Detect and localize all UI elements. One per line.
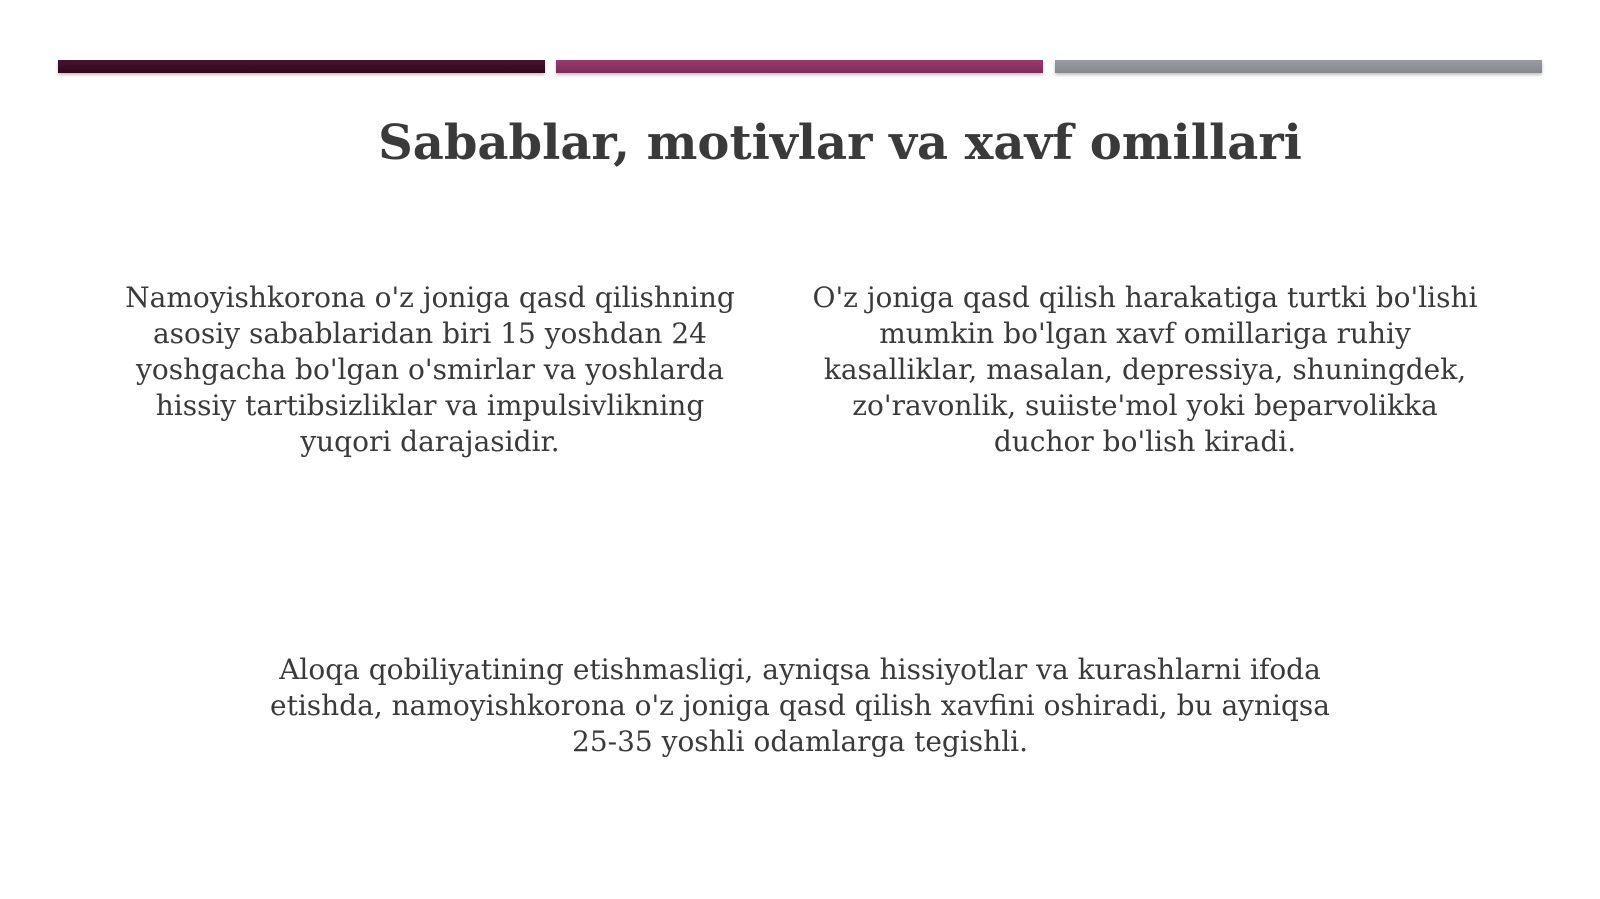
title-container (200, 108, 1480, 178)
decorative-header-bars (58, 60, 1542, 74)
paragraph-left: Namoyishkorona o'z joniga qasd qilishning asosiy sabablaridan biri 15 yoshdan 24 yoshgacha bo'lgan o'smirlar va yoshlarda hissiy tartibsizliklar va impulsivlikning yuqori darajasidir. (125, 281, 735, 458)
header-bar-magenta (556, 60, 1043, 73)
paragraph-right: O'z joniga qasd qilish harakatiga turtki bo'lishi mumkin bo'lgan xavf omillariga ruhiy kasalliklar, masalan, depressiya, shuningdek, zo'ravonlik, suiiste'mol yoki beparvolikka duchor bo'lish kiradi. (812, 281, 1478, 458)
slide-title: Sabablar, motivlar va xavf omillari (378, 115, 1302, 171)
header-bar-gray (1055, 60, 1542, 73)
paragraph-bottom: Aloqa qobiliyatining etishmasligi, ayniqsa hissiyotlar va kurashlarni ifoda etishda, namoyishkorona o'z joniga qasd qilish xavfini oshiradi, bu ayniqsa 25-35 yoshli odamlarga tegishli. (270, 653, 1330, 758)
header-bar-dark-maroon (58, 60, 545, 73)
